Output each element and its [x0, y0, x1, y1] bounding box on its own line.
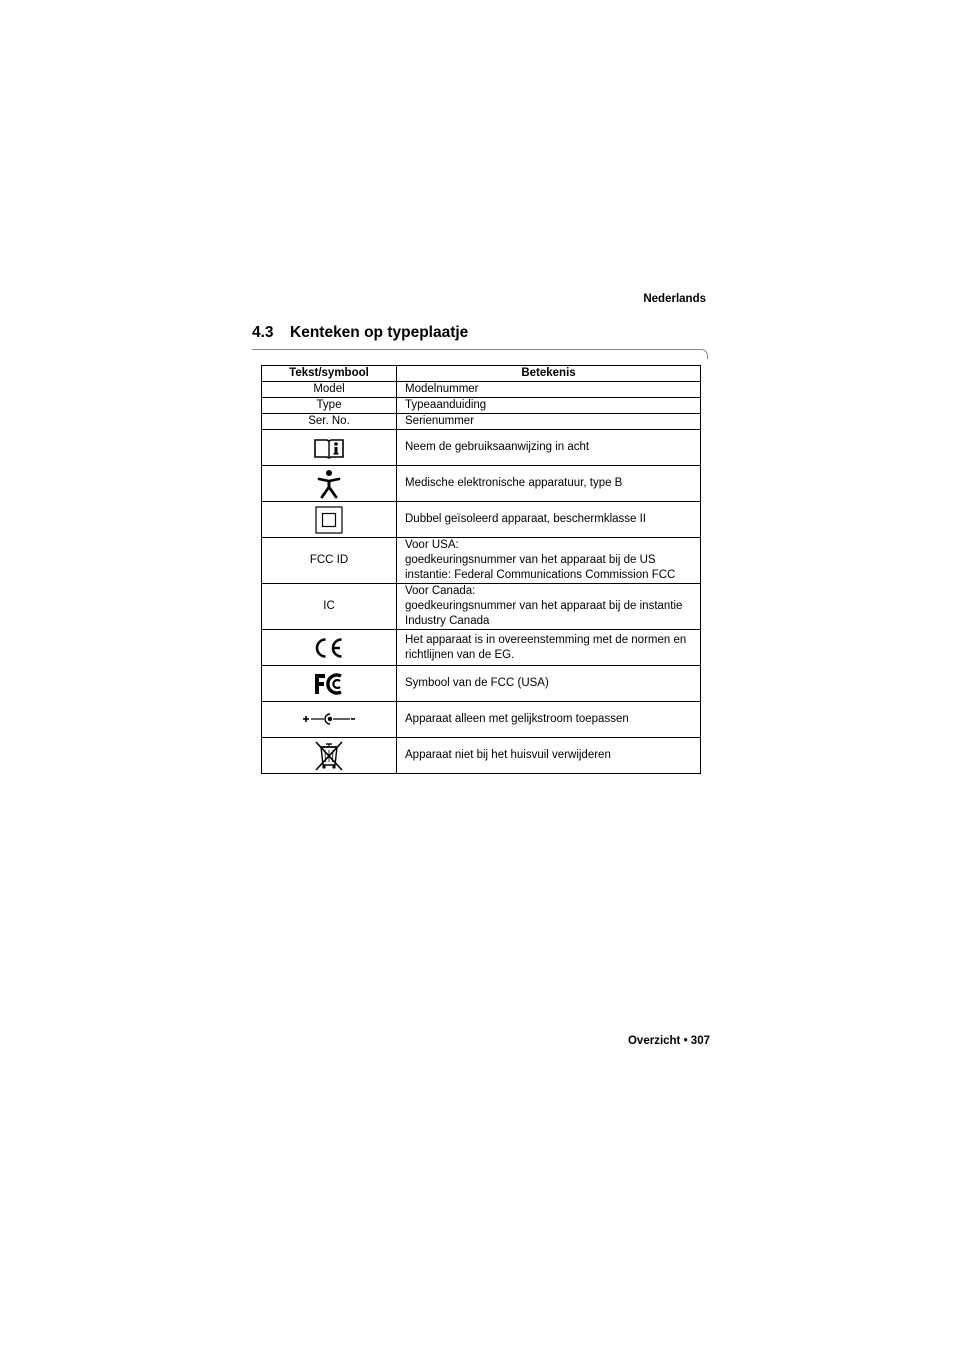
meaning-cell: Apparaat alleen met gelijkstroom toepassen	[397, 702, 701, 738]
table-row	[262, 738, 701, 774]
symbol-cell	[262, 702, 397, 738]
symbol-cell	[262, 430, 397, 466]
symbol-cell	[262, 738, 397, 774]
section-title: Kenteken op typeplaatje	[290, 324, 469, 341]
meaning-line: Het apparaat is in overeenstemming met de normen en	[405, 633, 687, 646]
table-row	[262, 398, 701, 414]
page-footer: Overzicht • 307	[627, 1035, 710, 1047]
symbol-cell: Type	[262, 398, 397, 414]
language-label: Nederlands	[643, 293, 706, 305]
meaning-cell: Typeaanduiding	[397, 398, 701, 414]
meaning-line: Industry Canada	[405, 615, 490, 627]
meaning-cell: Neem de gebruiksaanwijzing in acht	[397, 430, 701, 466]
header-symbol: Tekst/symbool	[262, 366, 397, 382]
table-row	[262, 414, 701, 430]
meaning-cell: Medische elektronische apparatuur, type B	[397, 466, 701, 502]
symbol-cell	[262, 666, 397, 702]
symbol-cell	[262, 466, 397, 502]
table-row	[262, 466, 701, 502]
header-meaning: Betekenis	[397, 366, 701, 382]
section-heading	[252, 324, 468, 342]
meaning-cell: Dubbel geïsoleerd apparaat, beschermklasse II	[397, 502, 701, 538]
ce-mark-icon	[313, 637, 345, 659]
table-row	[262, 382, 701, 398]
meaning-line: richtlijnen van de EG.	[405, 648, 515, 661]
manual-info-icon	[314, 437, 344, 459]
section-number: 4.3	[252, 324, 274, 341]
heading-rule	[252, 349, 702, 350]
meaning-cell	[397, 630, 701, 666]
meaning-line: Voor Canada:	[405, 585, 476, 597]
symbol-cell: IC	[262, 584, 397, 630]
weee-bin-icon	[314, 740, 344, 772]
symbol-cell: Model	[262, 382, 397, 398]
meaning-line: goedkeuringsnummer van het apparaat bij de instantie	[405, 600, 683, 612]
symbol-table	[261, 365, 701, 774]
table-row	[262, 666, 701, 702]
meaning-cell: Serienummer	[397, 414, 701, 430]
type-b-person-icon	[317, 469, 341, 499]
double-insulation-icon	[315, 506, 343, 534]
fcc-logo-icon	[313, 672, 345, 696]
meaning-cell: Symbool van de FCC (USA)	[397, 666, 701, 702]
table-row	[262, 502, 701, 538]
dc-polarity-icon	[302, 712, 356, 726]
meaning-cell	[397, 538, 701, 584]
symbol-cell: FCC ID	[262, 538, 397, 584]
table-row	[262, 630, 701, 666]
meaning-line: Voor USA:	[405, 539, 459, 551]
table-row	[262, 702, 701, 738]
meaning-line: instantie: Federal Communications Commission FCC	[405, 569, 676, 581]
table-row	[262, 430, 701, 466]
symbol-cell	[262, 502, 397, 538]
meaning-line: goedkeuringsnummer van het apparaat bij de US	[405, 554, 656, 566]
table-row	[262, 584, 701, 630]
table-header-row	[262, 366, 701, 382]
symbol-cell: Ser. No.	[262, 414, 397, 430]
heading-rule-hook	[700, 349, 708, 359]
meaning-cell	[397, 584, 701, 630]
symbol-cell	[262, 630, 397, 666]
meaning-cell: Modelnummer	[397, 382, 701, 398]
table-row	[262, 538, 701, 584]
meaning-cell: Apparaat niet bij het huisvuil verwijderen	[397, 738, 701, 774]
